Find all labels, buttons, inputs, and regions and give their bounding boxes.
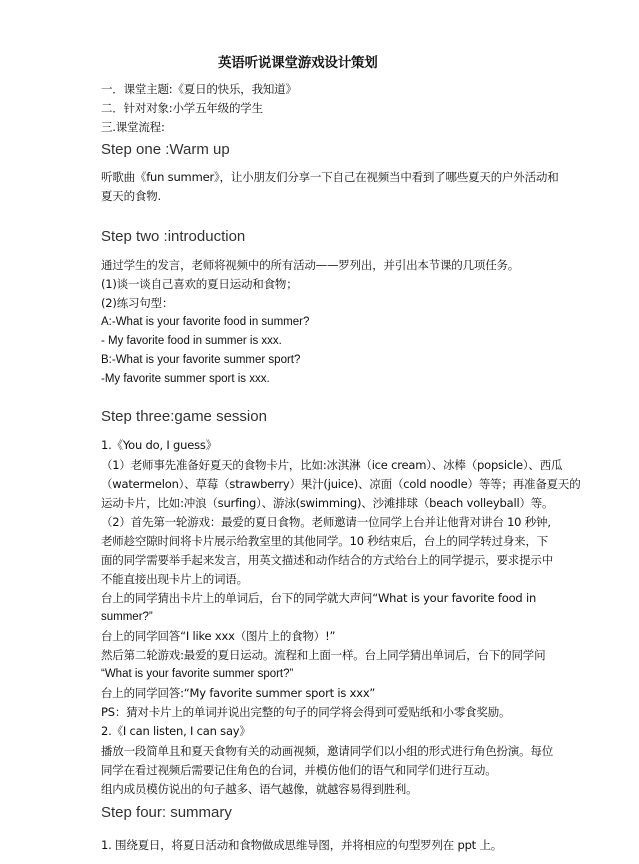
doc-title: 英语听说课堂游戏设计策划 <box>218 55 378 71</box>
step-four-line: 1. 围绕夏日，将夏日活动和食物做成思维导图，并将相应的句型罗列在 ppt 上。 <box>101 838 503 852</box>
game1-line: PS：猜对卡片上的单词并说出完整的句子的同学将会得到可爱贴纸和小零食奖励。 <box>101 705 511 719</box>
step-one-heading: Step one :Warm up <box>101 141 230 158</box>
dialog-line: -My favorite summer sport is xxx. <box>101 373 270 385</box>
step-two-line: (1)谈一谈自己喜欢的夏日运动和食物； <box>101 277 298 291</box>
game2-line: 播放一段简单且和夏天食物有关的动画视频，邀请同学们以小组的形式进行角色扮演。每位 <box>101 744 553 758</box>
game2-line: 同学在看过视频后需要记住角色的台词，并模仿他们的语气和同学们进行互动。 <box>101 763 497 777</box>
game2-title: 2.《I can listen, I can say》 <box>101 724 251 738</box>
meta-audience: 二．针对对象:小学五年级的学生 <box>101 101 263 115</box>
step-one-line: 听歌曲《fun summer》，让小朋友们分享一下自己在视频当中看到了哪些夏天的户外活动和 <box>101 170 559 184</box>
game1-line: “What is your favorite summer sport?” <box>101 668 294 680</box>
meta-topic: 一．课堂主题:《夏日的快乐，我知道》 <box>101 82 297 96</box>
game1-line: （watermelon）、草莓（strawberry）果汁(juice)、凉面（cold noodle）等等；再准备夏天的 <box>101 477 581 491</box>
step-two-line: 通过学生的发言，老师将视频中的所有活动——罗列出，并引出本节课的几项任务。 <box>101 258 520 272</box>
dialog-line: - My favorite food in summer is xxx. <box>101 335 282 347</box>
game1-line: 台上的同学回答:“My favorite summer sport is xxx” <box>101 686 376 700</box>
game1-line: 台上的同学回答“I like xxx（图片上的食物）!” <box>101 629 336 643</box>
meta-flow: 三.课堂流程: <box>101 120 165 134</box>
game1-line: 不能直接出现卡片上的词语。 <box>101 572 248 586</box>
step-two-line: (2)练习句型： <box>101 296 174 310</box>
game1-title: 1.《You do, I guess》 <box>101 438 217 452</box>
game1-line: 面的同学需要举手起来发言，用英文描述和动作结合的方式给台上的同学提示，要求提示中 <box>101 553 553 567</box>
step-one-line: 夏天的食物. <box>101 189 161 203</box>
game1-line: （1）老师事先准备好夏天的食物卡片，比如:冰淇淋（ice cream）、冰棒（popsicle）、西瓜 <box>101 458 563 472</box>
game1-line: 运动卡片，比如:冲浪（surfing）、游泳(swimming)、沙滩排球（beach volleyball）等。 <box>101 496 554 510</box>
game1-line: 然后第二轮游戏:最爱的夏日运动。流程和上面一样。台上同学猜出单词后，台下的同学问 <box>101 648 546 662</box>
dialog-line: A:-What is your favorite food in summer? <box>101 316 310 328</box>
game1-line: summer?” <box>101 611 153 623</box>
dialog-line: B:-What is your favorite summer sport? <box>101 354 301 366</box>
game1-line: （2）首先第一轮游戏：最爱的夏日食物。老师邀请一位同学上台并让他背对讲台 10 秒钟, <box>101 515 551 529</box>
step-four-heading: Step four: summary <box>101 804 232 821</box>
game2-line: 组内成员模仿说出的句子越多、语气越像，就越容易得到胜利。 <box>101 782 418 796</box>
game1-line: 台上的同学猜出卡片上的单词后，台下的同学就大声问“What is your favorite food in <box>101 591 537 605</box>
step-two-heading: Step two :introduction <box>101 228 246 245</box>
game1-line: 老师趁空隙时间将卡片展示给教室里的其他同学。10 秒结束后，台上的同学转过身来，下 <box>101 534 549 548</box>
step-three-heading: Step three:game session <box>101 408 267 425</box>
